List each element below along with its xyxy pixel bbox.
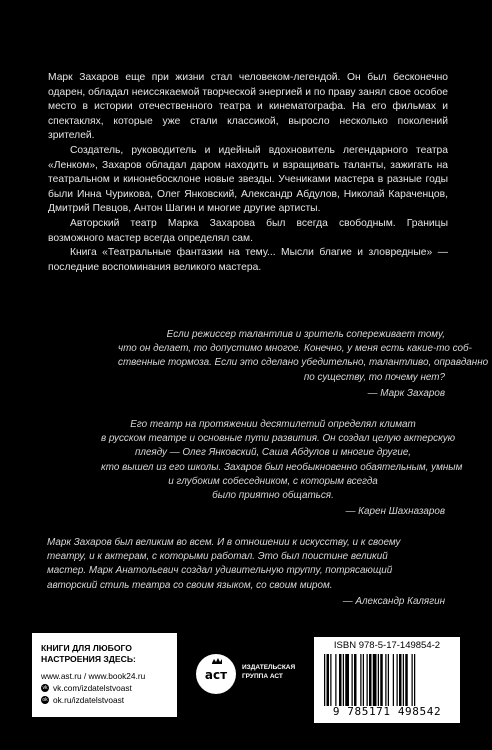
vk-text: vk.com/izdatelstvoast — [53, 683, 132, 693]
quote-author: — Марк Захаров — [367, 387, 445, 399]
paragraph-1: Марк Захаров еще при жизни стал человеком-легендой. Он был бесконечно одарен, обладал неиссякаемой творческой энергией и по праву занял свое особое место в истории отечественного театра и кинематографа. На его фильмах и спектаклях, которые уже стали классикой, выросло несколько поколений зрителей. — [48, 72, 448, 142]
barcode-bar — [360, 654, 361, 706]
paragraph-4: Книга «Театральные фантазии на тему... Мысли благие и зловредные» — последние воспоминания великого мастера. — [48, 247, 448, 273]
barcode-bar — [378, 654, 379, 706]
barcode-bar — [388, 654, 389, 706]
paragraph-2: Создатель, руководитель и идейный вдохновитель легендарного театра «Ленком», Захаров обладал даром находить и взращивать таланты, зажигать на театральном и кинонебосклоне новые звезды. Учениками мастера в разные годы были Инна Чурикова, Олег Янковский, Александр Абдулов, Николай Караченцов, Дмитрий Певцов, Антон Шагин и многие другие артисты. — [48, 144, 448, 215]
site-text: www.ast.ru / www.book24.ru — [41, 671, 146, 681]
barcode-bar — [335, 654, 336, 706]
ok-text: ok.ru/izdatelstvoast — [53, 695, 125, 705]
publisher-line: ГРУППА АСТ — [242, 672, 283, 680]
barcode-bar — [373, 654, 377, 706]
barcode-bar — [412, 654, 413, 706]
barcode-bar — [352, 654, 353, 706]
quote-line: плеяду — Олег Янковский, Саша Абдулов и многие другие, — [134, 447, 412, 459]
barcode-bars — [324, 654, 450, 706]
paragraph-3: Авторский театр Марка Захарова был всегда свободным. Границы возможного мастер всегда определял сам. — [48, 217, 448, 244]
barcode-bar — [324, 654, 325, 706]
barcode-bar — [369, 654, 372, 706]
promo-title-line: НАСТРОЕНИЯ ЗДЕСЬ: — [41, 653, 136, 664]
quote-line: было приятно общаться. — [212, 490, 334, 502]
barcode-bar — [414, 654, 415, 706]
barcode-bar — [339, 654, 342, 706]
quote-line: авторский стиль театра со своим языком, со своим миром. — [47, 579, 333, 591]
quote-line: и глубоким собеседником, с которым всегда — [168, 475, 378, 487]
ok-icon: ok — [42, 697, 48, 703]
quote-shakhnazarov — [101, 418, 463, 519]
barcode-bar — [345, 654, 349, 706]
barcode-number: 9 785171 498542 — [332, 705, 442, 718]
barcode-bar — [354, 654, 357, 706]
quote-author: — Карен Шахназаров — [345, 506, 445, 518]
quote-line: кто вышел из его школы. Захаров был необыкновенно обаятельным, умным — [101, 461, 463, 473]
quote-author: — Александр Калягин — [342, 595, 445, 607]
logo-text: acт — [204, 668, 228, 682]
description-text — [48, 71, 448, 275]
barcode-bar — [327, 654, 330, 706]
publisher-line: ИЗДАТЕЛЬСКАЯ — [242, 664, 296, 671]
quote-line: Марк Захаров был великим во всем. И в отношении к искусству, и к своему — [47, 537, 401, 548]
quote-line: что он делает, то допустимо многое. Конечно, у меня есть какие-то соб- — [118, 343, 472, 355]
ok-link[interactable] — [41, 694, 169, 706]
barcode — [314, 637, 460, 723]
promo-box — [32, 633, 177, 717]
quote-zakharov — [118, 328, 489, 401]
quote-line: Его театр на протяжении десятилетий определял климат — [130, 419, 416, 430]
barcode-bar — [385, 654, 386, 706]
barcode-bar — [405, 654, 408, 706]
vk-icon: vk — [42, 685, 48, 691]
publisher-name — [242, 664, 295, 681]
barcode-bar — [393, 654, 394, 706]
isbn-text: ISBN 978-5-17-149854-2 — [333, 640, 441, 651]
quote-line: Если режиссер талантлив и зритель сопереживает тому, — [166, 329, 445, 340]
barcode-bar — [330, 654, 331, 706]
barcode-bar — [363, 654, 364, 706]
barcode-bar — [403, 654, 404, 706]
promo-title-line: КНИГИ ДЛЯ ЛЮБОГО — [41, 643, 132, 653]
quote-line: по существу, то почему нет? — [303, 371, 445, 383]
quote-line: в русском театре и основные пути развития. Он создал целую актерскую — [101, 433, 456, 445]
quote-kalyagin — [47, 536, 445, 609]
ast-logo — [196, 654, 236, 694]
quote-line: ственные тормоза. Если это сделано убедительно, талантливо, оправданно — [118, 357, 489, 369]
barcode-bar — [367, 654, 368, 706]
promo-title — [41, 643, 169, 664]
barcode-bar — [380, 654, 383, 706]
barcode-bar — [343, 654, 344, 706]
barcode-bar — [397, 654, 398, 706]
barcode-bar — [399, 654, 402, 706]
vk-link[interactable] — [41, 682, 169, 694]
quote-line: мастер. Марк Анатольевич создал удивительную труппу, потрясающий — [47, 565, 393, 577]
quote-line: театру, и к актерам, с которыми работал. Это был поистине великий — [47, 551, 388, 563]
site-link[interactable] — [41, 670, 169, 682]
